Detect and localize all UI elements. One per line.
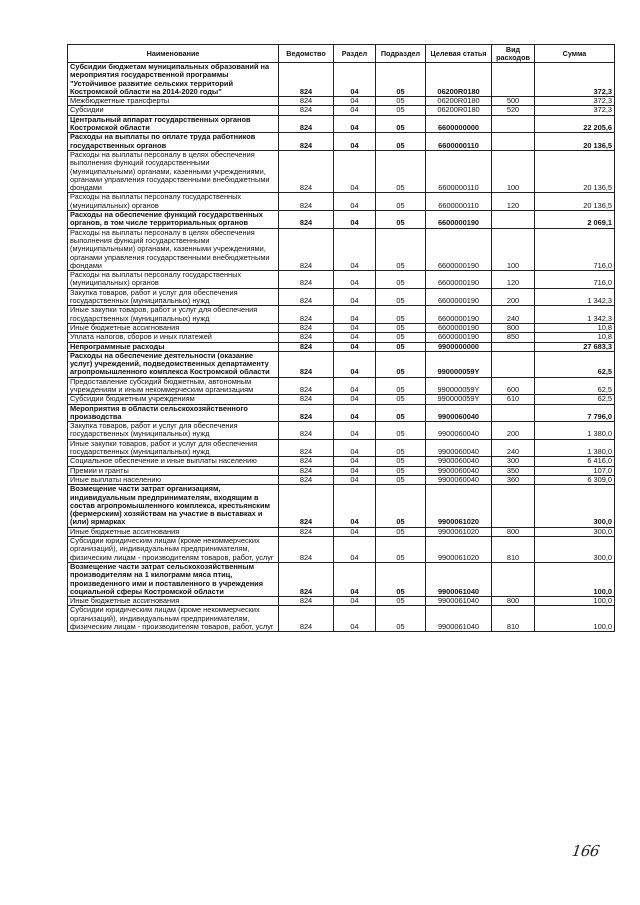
row-name: Мероприятия в области сельскохозяйственного производства: [68, 404, 279, 422]
row-type: 300: [492, 457, 535, 466]
row-target: 9900060040: [426, 422, 492, 440]
row-sum: 1 380,0: [535, 439, 615, 457]
row-target: 9900061020: [426, 527, 492, 536]
row-section: 04: [334, 597, 376, 606]
header-name: Наименование: [68, 45, 279, 63]
row-target: 6600000110: [426, 193, 492, 211]
table-row: [68, 106, 615, 115]
row-target: 6600000190: [426, 228, 492, 270]
row-type: 350: [492, 466, 535, 475]
row-type: 240: [492, 306, 535, 324]
row-dept: 824: [279, 106, 334, 115]
budget-table: [67, 44, 615, 632]
row-sum: 300,0: [535, 537, 615, 563]
row-section: 04: [334, 106, 376, 115]
row-dept: 824: [279, 323, 334, 332]
row-section: 04: [334, 323, 376, 332]
row-target: 9900061040: [426, 562, 492, 596]
row-target: 6600000190: [426, 288, 492, 306]
row-name: Иные бюджетные ассигнования: [68, 597, 279, 606]
row-sum: 62,5: [535, 377, 615, 395]
row-subsection: 05: [376, 342, 426, 351]
row-sum: 62,5: [535, 395, 615, 404]
header-section: Раздел: [334, 45, 376, 63]
row-subsection: 05: [376, 193, 426, 211]
row-target: 9900060040: [426, 439, 492, 457]
row-section: 04: [334, 193, 376, 211]
row-type: [492, 562, 535, 596]
row-name: Закупка товаров, работ и услуг для обеспечения государственных (муниципальных) нужд: [68, 422, 279, 440]
row-name: Предоставление субсидий бюджетным, автономным учреждениям и иным некоммерческим организациям: [68, 377, 279, 395]
row-sum: 7 796,0: [535, 404, 615, 422]
row-section: 04: [334, 306, 376, 324]
row-name: Субсидии юридическим лицам (кроме некоммерческих организаций), индивидуальным предпринимателям, физическим лицам - производителям товаров, работ, услуг: [68, 537, 279, 563]
table-row: [68, 288, 615, 306]
row-type: [492, 485, 535, 527]
row-subsection: 05: [376, 150, 426, 192]
row-section: 04: [334, 606, 376, 632]
row-type: 120: [492, 193, 535, 211]
row-sum: 372,3: [535, 106, 615, 115]
row-sum: 716,0: [535, 228, 615, 270]
table-row: [68, 351, 615, 377]
row-type: 610: [492, 395, 535, 404]
row-dept: 824: [279, 485, 334, 527]
row-subsection: 05: [376, 306, 426, 324]
row-dept: 824: [279, 271, 334, 289]
table-row: [68, 422, 615, 440]
row-subsection: 05: [376, 457, 426, 466]
row-target: 6600000110: [426, 133, 492, 151]
row-section: 04: [334, 562, 376, 596]
table-row: [68, 606, 615, 632]
table-header-row: [68, 45, 615, 63]
row-subsection: 05: [376, 333, 426, 342]
row-target: 990000059Y: [426, 351, 492, 377]
table-row: [68, 457, 615, 466]
row-type: [492, 63, 535, 97]
row-name: Иные закупки товаров, работ и услуг для обеспечения государственных (муниципальных) нужд: [68, 306, 279, 324]
row-name: Социальное обеспечение и иные выплаты населению: [68, 457, 279, 466]
row-section: 04: [334, 395, 376, 404]
table-row: [68, 333, 615, 342]
row-target: 990000059Y: [426, 377, 492, 395]
row-target: 9900061040: [426, 606, 492, 632]
row-target: 9900061040: [426, 597, 492, 606]
row-section: 04: [334, 211, 376, 229]
row-subsection: 05: [376, 439, 426, 457]
row-sum: 20 136,5: [535, 133, 615, 151]
row-subsection: 05: [376, 395, 426, 404]
row-name: Расходы на выплаты персоналу государственных (муниципальных) органов: [68, 193, 279, 211]
row-type: 200: [492, 288, 535, 306]
row-sum: 10,8: [535, 323, 615, 332]
row-subsection: 05: [376, 466, 426, 475]
row-name: Иные закупки товаров, работ и услуг для обеспечения государственных (муниципальных) нужд: [68, 439, 279, 457]
table-row: [68, 63, 615, 97]
row-target: 9900000000: [426, 342, 492, 351]
row-name: Закупка товаров, работ и услуг для обеспечения государственных (муниципальных) нужд: [68, 288, 279, 306]
row-name: Возмещение части затрат организациям, индивидуальным предпринимателям, входящим в состав агропромышленного комплекса, крестьянским (фермерским) хозяйствам на участие в выставках и (или) ярмарках: [68, 485, 279, 527]
row-section: 04: [334, 271, 376, 289]
row-dept: 824: [279, 527, 334, 536]
row-type: [492, 115, 535, 133]
row-subsection: 05: [376, 597, 426, 606]
row-type: 520: [492, 106, 535, 115]
row-type: 200: [492, 422, 535, 440]
row-name: Расходы на обеспечение функций государственных органов, в том числе территориальных органов: [68, 211, 279, 229]
row-dept: 824: [279, 537, 334, 563]
header-target: Целевая статья: [426, 45, 492, 63]
table-row: [68, 306, 615, 324]
row-name: Межбюджетные трансферты: [68, 97, 279, 106]
row-section: 04: [334, 485, 376, 527]
row-subsection: 05: [376, 351, 426, 377]
row-section: 04: [334, 228, 376, 270]
row-section: 04: [334, 150, 376, 192]
row-target: 06200R0180: [426, 97, 492, 106]
row-type: [492, 351, 535, 377]
row-dept: 824: [279, 597, 334, 606]
row-target: 6600000190: [426, 323, 492, 332]
row-type: 500: [492, 97, 535, 106]
header-dept: Ведомство: [279, 45, 334, 63]
row-subsection: 05: [376, 106, 426, 115]
row-subsection: 05: [376, 211, 426, 229]
row-sum: 10,8: [535, 333, 615, 342]
row-dept: 824: [279, 466, 334, 475]
row-target: 9900060040: [426, 475, 492, 484]
row-type: 850: [492, 333, 535, 342]
row-dept: 824: [279, 306, 334, 324]
row-name: Расходы на выплаты по оплате труда работников государственных органов: [68, 133, 279, 151]
row-type: 810: [492, 537, 535, 563]
row-section: 04: [334, 537, 376, 563]
row-target: 9900060040: [426, 466, 492, 475]
row-target: 06200R0180: [426, 106, 492, 115]
row-type: 120: [492, 271, 535, 289]
row-sum: 300,0: [535, 527, 615, 536]
row-target: 9900061020: [426, 485, 492, 527]
row-sum: 372,3: [535, 97, 615, 106]
table-row: [68, 404, 615, 422]
row-dept: 824: [279, 228, 334, 270]
row-target: 990000059Y: [426, 395, 492, 404]
row-subsection: 05: [376, 133, 426, 151]
page-number: 166: [570, 842, 601, 860]
row-section: 04: [334, 133, 376, 151]
row-sum: 716,0: [535, 271, 615, 289]
row-dept: 824: [279, 288, 334, 306]
row-dept: 824: [279, 475, 334, 484]
row-target: 6600000190: [426, 211, 492, 229]
row-dept: 824: [279, 193, 334, 211]
table-row: [68, 271, 615, 289]
row-sum: 1 380,0: [535, 422, 615, 440]
row-type: 600: [492, 377, 535, 395]
row-sum: 1 342,3: [535, 288, 615, 306]
row-dept: 824: [279, 395, 334, 404]
row-section: 04: [334, 377, 376, 395]
row-dept: 824: [279, 422, 334, 440]
row-subsection: 05: [376, 537, 426, 563]
table-row: [68, 439, 615, 457]
row-name: Иные бюджетные ассигнования: [68, 323, 279, 332]
header-sum: Сумма: [535, 45, 615, 63]
row-type: [492, 211, 535, 229]
row-dept: 824: [279, 97, 334, 106]
table-row: [68, 133, 615, 151]
row-name: Субсидии: [68, 106, 279, 115]
row-sum: 100,0: [535, 606, 615, 632]
row-section: 04: [334, 404, 376, 422]
row-subsection: 05: [376, 475, 426, 484]
header-subsection: Подраздел: [376, 45, 426, 63]
row-dept: 824: [279, 342, 334, 351]
row-section: 04: [334, 422, 376, 440]
row-sum: 6 309,0: [535, 475, 615, 484]
row-sum: 107,0: [535, 466, 615, 475]
row-target: 9900061020: [426, 537, 492, 563]
row-dept: 824: [279, 351, 334, 377]
table-row: [68, 395, 615, 404]
table-row: [68, 485, 615, 527]
row-subsection: 05: [376, 97, 426, 106]
row-target: 9900060040: [426, 457, 492, 466]
row-dept: 824: [279, 333, 334, 342]
row-target: 9900060040: [426, 404, 492, 422]
row-name: Возмещение части затрат сельскохозяйственным производителям на 1 килограмм мяса птиц, произведенного ими и поставленного в учреждения социальной сферы Костромской области: [68, 562, 279, 596]
row-name: Уплата налогов, сборов и иных платежей: [68, 333, 279, 342]
table-row: [68, 193, 615, 211]
row-section: 04: [334, 115, 376, 133]
row-dept: 824: [279, 606, 334, 632]
row-subsection: 05: [376, 271, 426, 289]
row-section: 04: [334, 351, 376, 377]
row-dept: 824: [279, 404, 334, 422]
row-type: 800: [492, 597, 535, 606]
row-sum: 300,0: [535, 485, 615, 527]
row-subsection: 05: [376, 527, 426, 536]
row-name: Расходы на выплаты персоналу в целях обеспечения выполнения функций государственными (муниципальными) органами, казенными учреждениями, органами управления государственными внебюджетными фондами: [68, 228, 279, 270]
row-section: 04: [334, 333, 376, 342]
row-type: 100: [492, 228, 535, 270]
row-subsection: 05: [376, 404, 426, 422]
row-dept: 824: [279, 211, 334, 229]
row-type: [492, 342, 535, 351]
row-name: Расходы на обеспечение деятельности (оказание услуг) учреждений, подведомственных департаменту агропромышленного комплекса Костромской области: [68, 351, 279, 377]
row-name: Субсидии бюджетным учреждениям: [68, 395, 279, 404]
row-dept: 824: [279, 457, 334, 466]
row-sum: 100,0: [535, 562, 615, 596]
row-sum: 62,5: [535, 351, 615, 377]
row-section: 04: [334, 63, 376, 97]
row-dept: 824: [279, 63, 334, 97]
table-row: [68, 342, 615, 351]
row-sum: 100,0: [535, 597, 615, 606]
table-row: [68, 150, 615, 192]
row-name: Субсидии юридическим лицам (кроме некоммерческих организаций), индивидуальным предпринимателям, физическим лицам - производителям товаров, работ, услуг: [68, 606, 279, 632]
row-subsection: 05: [376, 323, 426, 332]
row-target: 6600000000: [426, 115, 492, 133]
row-sum: 372,3: [535, 63, 615, 97]
row-subsection: 05: [376, 63, 426, 97]
row-subsection: 05: [376, 606, 426, 632]
row-sum: 22 205,6: [535, 115, 615, 133]
row-type: 810: [492, 606, 535, 632]
row-subsection: 05: [376, 377, 426, 395]
row-dept: 824: [279, 377, 334, 395]
row-section: 04: [334, 457, 376, 466]
table-row: [68, 562, 615, 596]
row-subsection: 05: [376, 288, 426, 306]
row-name: Иные выплаты населению: [68, 475, 279, 484]
row-type: 360: [492, 475, 535, 484]
row-dept: 824: [279, 439, 334, 457]
row-type: 800: [492, 527, 535, 536]
row-subsection: 05: [376, 485, 426, 527]
row-name: Иные бюджетные ассигнования: [68, 527, 279, 536]
row-subsection: 05: [376, 562, 426, 596]
row-name: Субсидии бюджетам муниципальных образований на мероприятия государственной программы "Устойчивое развитие сельских территорий Костромской области на 2014-2020 годы": [68, 63, 279, 97]
row-type: [492, 404, 535, 422]
row-section: 04: [334, 475, 376, 484]
row-name: Центральный аппарат государственных органов Костромской области: [68, 115, 279, 133]
row-type: 800: [492, 323, 535, 332]
row-section: 04: [334, 466, 376, 475]
budget-page: [67, 44, 614, 632]
row-sum: 27 683,3: [535, 342, 615, 351]
header-type: Вид расходов: [492, 45, 535, 63]
row-name: Непрограммные расходы: [68, 342, 279, 351]
row-section: 04: [334, 527, 376, 536]
row-section: 04: [334, 342, 376, 351]
row-subsection: 05: [376, 422, 426, 440]
row-name: Расходы на выплаты персоналу государственных (муниципальных) органов: [68, 271, 279, 289]
row-dept: 824: [279, 150, 334, 192]
row-subsection: 05: [376, 115, 426, 133]
row-section: 04: [334, 97, 376, 106]
table-row: [68, 211, 615, 229]
row-dept: 824: [279, 133, 334, 151]
row-subsection: 05: [376, 228, 426, 270]
row-target: 6600000190: [426, 306, 492, 324]
row-target: 6600000190: [426, 333, 492, 342]
row-dept: 824: [279, 115, 334, 133]
row-type: [492, 133, 535, 151]
row-target: 6600000110: [426, 150, 492, 192]
row-section: 04: [334, 439, 376, 457]
table-row: [68, 377, 615, 395]
table-row: [68, 228, 615, 270]
row-name: Премии и гранты: [68, 466, 279, 475]
row-sum: 20 136,5: [535, 193, 615, 211]
row-section: 04: [334, 288, 376, 306]
row-dept: 824: [279, 562, 334, 596]
row-type: 100: [492, 150, 535, 192]
table-row: [68, 537, 615, 563]
row-name: Расходы на выплаты персоналу в целях обеспечения выполнения функций государственными (муниципальными) органами, казенными учреждениями, органами управления государственными внебюджетными фондами: [68, 150, 279, 192]
row-sum: 2 069,1: [535, 211, 615, 229]
row-target: 6600000190: [426, 271, 492, 289]
table-row: [68, 97, 615, 106]
row-sum: 20 136,5: [535, 150, 615, 192]
row-type: 240: [492, 439, 535, 457]
row-sum: 1 342,3: [535, 306, 615, 324]
row-target: 06200R0180: [426, 63, 492, 97]
row-sum: 6 416,0: [535, 457, 615, 466]
table-row: [68, 115, 615, 133]
